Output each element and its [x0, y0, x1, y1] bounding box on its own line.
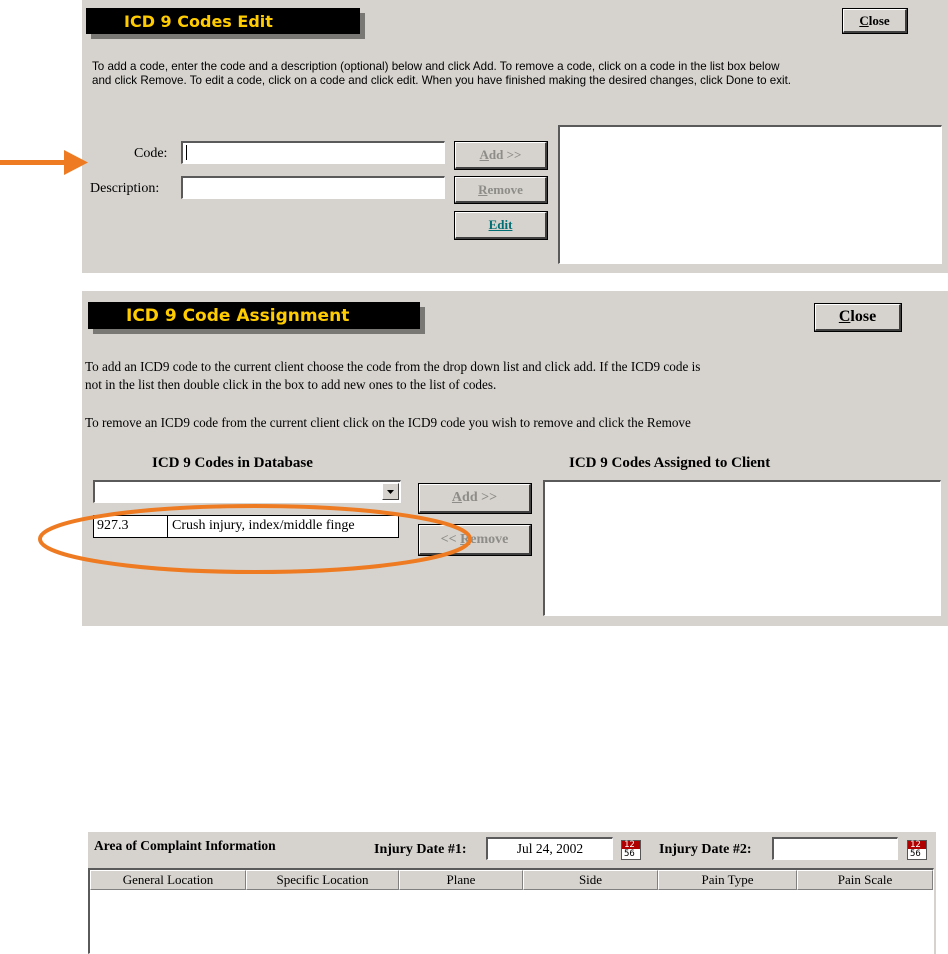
- chevron-down-icon: [383, 484, 398, 499]
- codes-edit-edit-button[interactable]: [455, 212, 547, 239]
- complaint-grid[interactable]: [88, 868, 934, 954]
- add-label: Add >>: [451, 490, 498, 505]
- column-label: General Location: [122, 872, 214, 887]
- codes-edit-panel: [82, 0, 948, 273]
- codes-edit-instructions-line2: and click Remove. To edit a code, click on a code and click edit. When you have finished making the desired changes, click Done to exit.: [92, 74, 792, 87]
- column-general-location[interactable]: [90, 870, 246, 890]
- column-specific-location[interactable]: [246, 870, 399, 890]
- codes-edit-remove-button[interactable]: [455, 177, 547, 203]
- option-description: Crush injury, index/middle finge: [172, 518, 355, 533]
- column-side[interactable]: [523, 870, 658, 890]
- description-label: Description:: [90, 181, 160, 196]
- column-label: Specific Location: [276, 872, 369, 887]
- edit-label: Edit: [488, 217, 513, 232]
- complaint-panel: [88, 832, 936, 954]
- description-input[interactable]: [181, 176, 445, 199]
- assignment-instructions-line1: To add an ICD9 code to the current client choose the code from the drop down list and click add. If the ICD9 code is: [85, 359, 701, 374]
- column-label: Plane: [446, 872, 476, 887]
- column-label: Pain Type: [701, 872, 754, 887]
- column-pain-type[interactable]: [658, 870, 797, 890]
- option-code: 927.3: [97, 518, 129, 533]
- column-pain-scale[interactable]: [797, 870, 933, 890]
- injury-date2-input[interactable]: [772, 837, 898, 860]
- assignment-instructions-line3: To remove an ICD9 code from the current client click on the ICD9 code you wish to remove and click the Remove: [85, 415, 691, 430]
- calendar-icon-date1[interactable]: 12 56: [621, 840, 641, 860]
- codes-edit-instructions-line1: To add a code, enter the code and a description (optional) below and click Add. To remove a code, click on a code in the list box below: [92, 60, 780, 73]
- column-label: Side: [578, 872, 603, 887]
- close-label: Close: [838, 308, 877, 325]
- calendar-icon-date2[interactable]: 12 56: [907, 840, 927, 860]
- injury-date1-value: Jul 24, 2002: [516, 841, 584, 856]
- codes-list-box[interactable]: [558, 125, 942, 264]
- remove-label: << Remove: [440, 531, 509, 547]
- column-plane[interactable]: [399, 870, 523, 890]
- code-input[interactable]: [181, 141, 445, 164]
- add-label: Add >>: [479, 147, 522, 162]
- injury-date1-label: Injury Date #1:: [374, 842, 467, 857]
- annotation-ellipse-icon: [30, 498, 480, 580]
- injury-date1-input[interactable]: [486, 837, 613, 860]
- annotation-arrow-icon: [0, 148, 90, 178]
- database-header: ICD 9 Codes in Database: [152, 455, 313, 471]
- codes-edit-close-button[interactable]: [843, 9, 907, 33]
- column-label: Pain Scale: [837, 872, 893, 887]
- code-assignment-title: ICD 9 Code Assignment: [88, 302, 420, 329]
- codes-edit-title: ICD 9 Codes Edit: [86, 8, 360, 34]
- code-assignment-close-button[interactable]: [815, 304, 901, 331]
- assigned-codes-list[interactable]: [543, 480, 941, 616]
- assigned-header: ICD 9 Codes Assigned to Client: [569, 455, 771, 471]
- code-label: Code:: [134, 146, 168, 161]
- injury-date2-label: Injury Date #2:: [659, 842, 752, 857]
- assignment-instructions-line2: not in the list then double click in the box to add new ones to the list of codes.: [85, 377, 497, 392]
- close-label: Close: [859, 12, 890, 28]
- code-input-caret: [186, 145, 187, 160]
- remove-label: Remove: [478, 181, 523, 197]
- codes-edit-add-button[interactable]: [455, 142, 547, 169]
- complaint-title: Area of Complaint Information: [94, 838, 276, 853]
